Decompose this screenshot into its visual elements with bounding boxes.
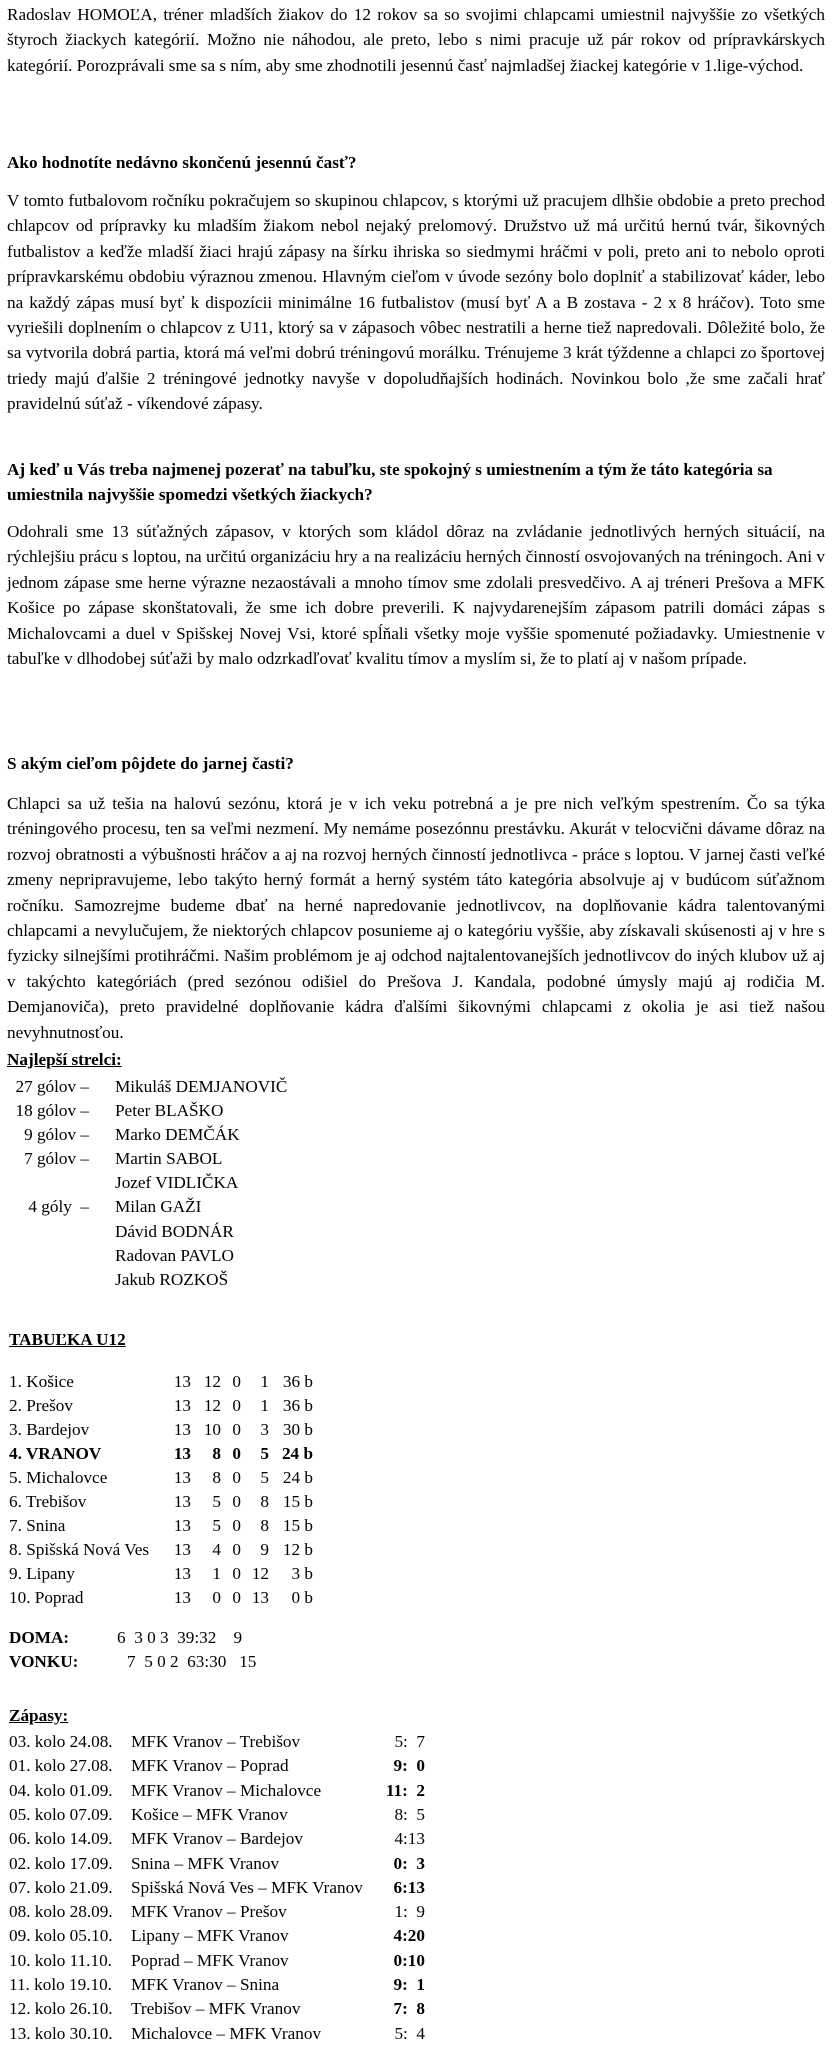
draws: 0 <box>232 1396 241 1415</box>
points: 15 b <box>282 1516 313 1535</box>
match-round: 01. kolo 27.08. <box>9 1756 113 1775</box>
match-score: 4:20 <box>393 1926 425 1945</box>
scorer-goals: 18 gólov – <box>15 1101 89 1120</box>
wins: 8 <box>212 1444 221 1463</box>
text-line: Radoslav HOMOĽA, tréner mladších žiakov do 12 rokov sa so svojimi chlapcami umiestnil najvyššie zo <box>7 5 758 24</box>
match-score: 6:13 <box>393 1878 425 1897</box>
match-score: 5: 4 <box>394 2024 425 2043</box>
losses: 8 <box>260 1492 269 1511</box>
match-row <box>7 1779 447 1803</box>
scorer-row <box>7 1195 427 1219</box>
draws: 0 <box>232 1588 241 1607</box>
scorer-goals: 9 gólov – <box>24 1125 89 1144</box>
intro-paragraph <box>7 2 825 78</box>
team-name: 9. Lipany <box>9 1564 75 1583</box>
home-away-row <box>7 1626 307 1650</box>
match-row <box>7 1827 447 1851</box>
scorer-goals: 27 gólov – <box>15 1077 89 1096</box>
scorer-name: Dávid BODNÁR <box>115 1222 234 1241</box>
match-round: 09. kolo 05.10. <box>9 1926 113 1945</box>
answer-1-paragraph <box>7 188 825 417</box>
match-round: 07. kolo 21.09. <box>9 1878 113 1897</box>
question-2 <box>7 457 825 508</box>
match-round: 02. kolo 17.09. <box>9 1854 113 1873</box>
scorer-row <box>7 1147 427 1171</box>
text-line: patrili domáci zápas s Michalovcami a duel v Spišskej Novej Vsi, ktoré spĺňali všetky moje vyššie spomenuté <box>7 598 826 643</box>
team-name: 8. Spišská Nová Ves <box>9 1540 150 1559</box>
standings-row <box>7 1466 337 1490</box>
scorer-name: Marko DEMČÁK <box>115 1125 240 1144</box>
text-line: V tomto futbalovom ročníku pokračujem so skupinou chlapcov, s ktorými už pracujem dlhšie obdobie a preto <box>7 191 766 210</box>
match-fixture: Poprad – MFK Vranov <box>131 1951 289 1970</box>
standings-row <box>7 1586 337 1610</box>
scorer-name: Martin SABOL <box>115 1149 223 1168</box>
team-name: 7. Snina <box>9 1516 66 1535</box>
match-score: 0:10 <box>393 1951 425 1970</box>
match-score: 9: 0 <box>393 1756 425 1775</box>
points: 0 b <box>291 1588 313 1607</box>
scorer-name: Mikuláš DEMJANOVIČ <box>115 1077 288 1096</box>
answer-2-paragraph <box>7 519 825 671</box>
match-score: 5: 7 <box>394 1732 425 1751</box>
scorers-heading: Najlepší strelci: <box>7 1050 122 1069</box>
team-name: 6. Trebišov <box>9 1492 87 1511</box>
standings-row <box>7 1538 337 1562</box>
match-fixture: MFK Vranov – Snina <box>131 1975 280 1994</box>
points: 3 b <box>291 1564 313 1583</box>
text-line: šikovných futbalistov a keďže mladší žiaci hrajú zápasy na šírku ihriska so siedmymi hráčmi v poli, preto ani to <box>7 216 825 261</box>
draws: 0 <box>232 1420 241 1439</box>
team-name: 4. VRANOV <box>9 1444 102 1463</box>
match-row <box>7 1754 447 1778</box>
team-name: 1. Košice <box>9 1372 74 1391</box>
draws: 0 <box>232 1372 241 1391</box>
played: 13 <box>173 1372 191 1391</box>
points: 30 b <box>282 1420 313 1439</box>
match-row <box>7 1900 447 1924</box>
played: 13 <box>173 1468 191 1487</box>
standings-row <box>7 1562 337 1586</box>
points: 15 b <box>282 1492 313 1511</box>
match-score: 11: 2 <box>385 1781 425 1800</box>
text-line: kádra talentovanými chlapcami a nevylučujem, že niektorých chlapcov posunieme aj o kategóriu vyššie, aby <box>7 895 825 941</box>
match-row <box>7 1973 447 1997</box>
losses: 1 <box>260 1396 269 1415</box>
losses: 5 <box>260 1444 269 1463</box>
match-row <box>7 1949 447 1973</box>
scorer-goals: 7 gólov – <box>24 1149 89 1168</box>
match-fixture: MFK Vranov – Poprad <box>131 1756 289 1775</box>
standings-row <box>7 1514 337 1538</box>
match-row <box>7 1924 447 1948</box>
played: 13 <box>173 1516 191 1535</box>
wins: 8 <box>212 1468 221 1487</box>
draws: 0 <box>232 1564 241 1583</box>
match-row <box>7 1852 447 1876</box>
scorer-row <box>7 1075 427 1099</box>
points: 24 b <box>281 1444 313 1463</box>
scorer-name: Milan GAŽI <box>115 1197 202 1216</box>
played: 13 <box>173 1396 191 1415</box>
home-away-label: DOMA: <box>9 1628 70 1647</box>
match-row <box>7 1876 447 1900</box>
match-score: 8: 5 <box>394 1805 425 1824</box>
team-name: 2. Prešov <box>9 1396 73 1415</box>
text-line: získavali skúsenosti aj v hre s fyzicky silnejšími protihráčmi. Našim problémom je aj odchod <box>7 921 825 966</box>
match-fixture: MFK Vranov – Trebišov <box>131 1732 301 1751</box>
match-fixture: Spišská Nová Ves – MFK Vranov <box>131 1878 363 1897</box>
text-line: platí aj v našom prípade. <box>577 649 747 669</box>
match-fixture: MFK Vranov – Michalovce <box>131 1781 322 1800</box>
team-name: 5. Michalovce <box>9 1468 108 1487</box>
match-fixture: MFK Vranov – Prešov <box>131 1902 287 1921</box>
match-score: 1: 9 <box>394 1902 425 1921</box>
losses: 8 <box>260 1516 269 1535</box>
scorer-goals: 4 góly – <box>28 1197 89 1216</box>
wins: 12 <box>203 1372 221 1391</box>
matches-heading: Zápasy: <box>9 1706 69 1725</box>
text-line: všetkých štyroch žiackych kategórií. Možno nie náhodou, ale preto, lebo s nimi pracuje už pár rokov od <box>7 5 825 50</box>
wins: 4 <box>212 1540 221 1559</box>
match-score: 4:13 <box>394 1829 425 1848</box>
text-line: tréningového procesu, ten sa veľmi nezmení. My nemáme posezónnu prestávku. Akurát v telocvični dávame <box>7 819 761 839</box>
text-line: tréneri Prešova a MFK Košice po zápase skonštatovali, že sme ich dobre preverili. K najvydarenejším zápasom <box>7 572 825 618</box>
text-line: rýchlejšiu prácu s loptou, na určitú organizáciu hry a na realizáciu herných činností osvojovaných na <box>7 547 701 567</box>
match-round: 11. kolo 19.10. <box>9 1975 112 1994</box>
wins: 5 <box>212 1492 221 1511</box>
wins: 5 <box>212 1516 221 1535</box>
text-line: umiestnila najvyššie spomedzi všetkých žiackych? <box>7 485 373 505</box>
home-away-stats: 7 5 0 2 63:30 15 <box>127 1652 257 1671</box>
text-line: kategórie v 1.lige-východ. <box>622 55 804 75</box>
played: 13 <box>173 1420 191 1439</box>
match-round: 13. kolo 30.10. <box>9 2024 113 2043</box>
text-line: Aj keď u Vás treba najmenej pozerať na tabuľku, ste spokojný s umiestnením a tým že táto kategória sa <box>7 460 773 479</box>
scorer-row <box>7 1244 427 1268</box>
home-away-row <box>7 1650 307 1674</box>
losses: 9 <box>260 1540 269 1559</box>
text-line: dopoludňajších hodinách. Novinkou bolo ,že sme začali hrať pravidelnú súťaž - víkendové zápasy. <box>7 368 825 414</box>
match-round: 04. kolo 01.09. <box>9 1781 113 1800</box>
text-line: Chlapci sa už tešia na halovú sezónu, ktorá je v ich veku potrebná a je pre nich veľkým spestrením. Čo sa týka <box>7 794 825 813</box>
match-round: 12. kolo 26.10. <box>9 1999 113 2018</box>
match-round: 08. kolo 28.09. <box>9 1902 113 1921</box>
match-fixture: Trebišov – MFK Vranov <box>131 1999 301 2018</box>
text-line: prípravkárskych kategórií. Porozprávali sme sa s ním, aby sme zhodnotili jesennú časť najmladšej žiackej <box>7 30 826 75</box>
draws: 0 <box>232 1492 241 1511</box>
question-3: S akým cieľom pôjdete do jarnej časti? <box>7 754 294 773</box>
match-round: 10. kolo 11.10. <box>9 1951 112 1970</box>
scorer-row <box>7 1123 427 1147</box>
match-row <box>7 2022 447 2046</box>
match-fixture: Snina – MFK Vranov <box>131 1854 280 1873</box>
text-line: dôraz na rozvoj obratnosti a výbušnosti hráčov a aj na rozvoj herných činností jednotlivca - práce s loptou. V <box>7 819 826 864</box>
home-away-label: VONKU: <box>9 1652 79 1671</box>
draws: 0 <box>232 1468 241 1487</box>
text-line: tréningoch. Ani v jednom zápase sme herne výrazne nezaostávali a mnoho tímov sme zdolali presvedčivo. A aj <box>7 547 825 592</box>
losses: 1 <box>260 1372 269 1391</box>
match-score: 7: 8 <box>393 1999 425 2018</box>
scorer-name: Jozef VIDLIČKA <box>115 1173 239 1192</box>
wins: 12 <box>203 1396 221 1415</box>
standings-row <box>7 1442 337 1466</box>
draws: 0 <box>232 1540 241 1559</box>
scorer-row <box>7 1171 427 1195</box>
table-heading: TABUĽKA U12 <box>9 1330 126 1349</box>
draws: 0 <box>232 1516 241 1535</box>
text-line: prechod chlapcov od prípravky ku mladším žiakom nebol nejaký prelomový. Družstvo už má určitú hernú tvár, <box>7 191 825 236</box>
match-row <box>7 1803 447 1827</box>
text-line: Odohrali sme 13 súťažných zápasov, v ktorých som kládol dôraz na zvládanie jednotlivých herných situácií, na <box>7 522 825 541</box>
played: 13 <box>173 1444 191 1463</box>
played: 13 <box>173 1588 191 1607</box>
text-line: - 2 x 8 hráčov). Toto sme vyriešili doplnením o chlapcov z U11, ktorý sa v zápasoch vôbec nestratili a herne <box>7 292 825 338</box>
losses: 3 <box>260 1420 269 1439</box>
standings-row <box>7 1370 337 1394</box>
text-line: šikovnými chlapcami z okolia je asi tiež našou nevyhnutnosťou. <box>7 997 825 1042</box>
losses: 5 <box>260 1468 269 1487</box>
played: 13 <box>173 1540 191 1559</box>
team-name: 10. Poprad <box>9 1588 84 1607</box>
points: 12 b <box>282 1540 313 1559</box>
match-round: 05. kolo 07.09. <box>9 1805 113 1824</box>
match-fixture: Michalovce – MFK Vranov <box>131 2024 322 2043</box>
points: 24 b <box>282 1468 313 1487</box>
text-line: nebolo oproti prípravkarskému obdobiu výraznou zmenou. Hlavným cieľom v úvode sezóny bolo doplniť a <box>7 241 826 287</box>
text-line: tiež napredovali. Dôležité bolo, že sa vytvorila dobrá partia, ktorá má veľmi dobrú tréningovú morálku. <box>7 318 826 363</box>
match-row <box>7 1730 447 1754</box>
standings-row <box>7 1490 337 1514</box>
match-round: 06. kolo 14.09. <box>9 1829 113 1848</box>
text-line: J. Kandala, podobné úmysly majú aj rodičia M. Demjanoviča), preto pravidelné doplňovanie kádra ďalšími <box>7 971 826 1017</box>
text-line: jarnej časti veľké zmeny nepripravujeme, lebo takýto herný formát a herný systém táto kategória absolvuje aj v <box>7 844 825 890</box>
home-away-stats: 6 3 0 3 39:32 9 <box>117 1628 243 1647</box>
match-row <box>7 1997 447 2021</box>
match-score: 0: 3 <box>393 1854 425 1873</box>
text-line: stabilizovať káder, lebo na každý zápas musí byť k dispozícii minimálne 16 futbalistov (musí byť A a B zostava <box>7 267 826 312</box>
wins: 1 <box>212 1564 221 1583</box>
scorer-row <box>7 1099 427 1123</box>
match-score: 9: 1 <box>393 1975 425 1994</box>
standings-row <box>7 1418 337 1442</box>
played: 13 <box>173 1492 191 1511</box>
scorer-row <box>7 1220 427 1244</box>
text-line: požiadavky. Umiestnenie v tabuľke v dlhodobej súťaži by malo odzrkadľovať kvalitu tímov a myslím si, že to <box>7 623 826 669</box>
points: 36 b <box>282 1396 313 1415</box>
scorer-name: Jakub ROZKOŠ <box>115 1270 229 1289</box>
scorer-row <box>7 1268 427 1292</box>
scorer-name: Radovan PAVLO <box>115 1246 234 1265</box>
text-line: Trénujeme 3 krát týždenne a chlapci zo športovej triedy majú ďalšie 2 tréningové jednotky navyše v <box>7 343 825 388</box>
match-fixture: Lipany – MFK Vranov <box>131 1926 289 1945</box>
question-1: Ako hodnotíte nedávno skončenú jesennú časť? <box>7 153 357 172</box>
losses: 13 <box>251 1588 269 1607</box>
text-line: najtalentovanejších jednotlivcov do iných klubov už aj v takýchto kategóriách (pred sezónou odišiel do Prešova <box>7 946 825 991</box>
standings-row <box>7 1394 337 1418</box>
team-name: 3. Bardejov <box>9 1420 90 1439</box>
answer-3-paragraph <box>7 791 825 1045</box>
draws: 0 <box>232 1444 241 1463</box>
text-line: budúcom súťažnom ročníku. Samozrejme budeme dbať na herné napredovanie jednotlivcov, na doplňovanie <box>7 870 826 915</box>
match-fixture: MFK Vranov – Bardejov <box>131 1829 303 1848</box>
scorer-name: Peter BLAŠKO <box>115 1101 224 1120</box>
losses: 12 <box>251 1564 269 1583</box>
match-round: 03. kolo 24.08. <box>9 1732 113 1751</box>
wins: 0 <box>212 1588 221 1607</box>
points: 36 b <box>282 1372 313 1391</box>
match-fixture: Košice – MFK Vranov <box>131 1805 288 1824</box>
wins: 10 <box>203 1420 221 1439</box>
played: 13 <box>173 1564 191 1583</box>
